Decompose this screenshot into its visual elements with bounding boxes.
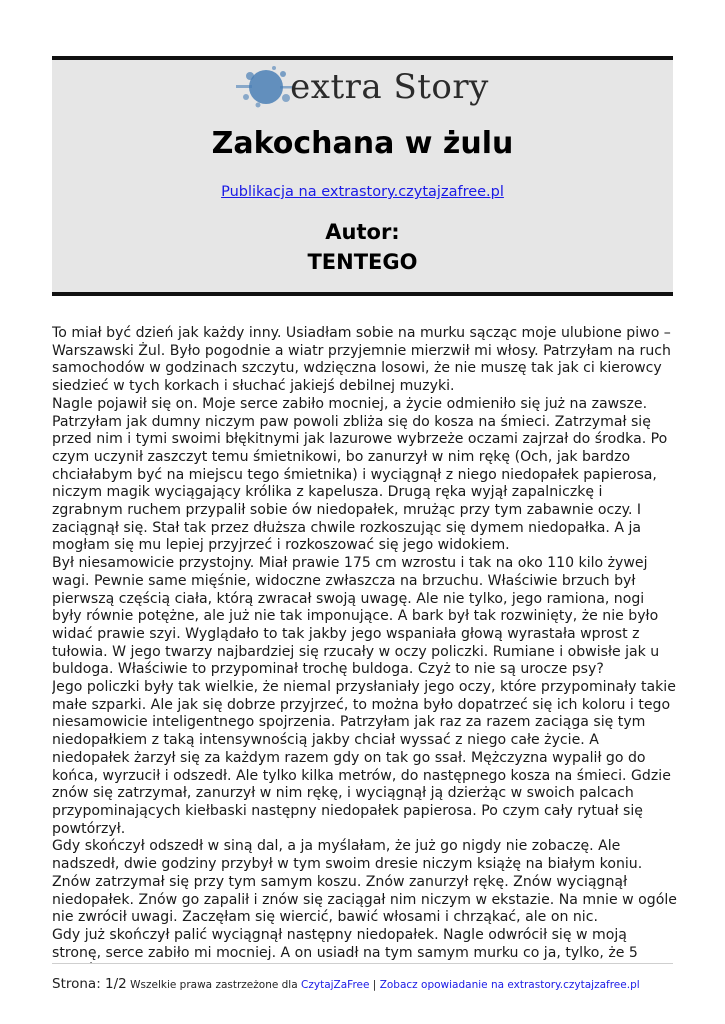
story-paragraph: Był niesamowicie przystojny. Miał prawie 175 cm wzrostu i tak na oko 110 kilo żywej wagi. Pewnie same mięśnie, widoczne zwłaszcza na brzuchu. Właściwie brzuch był pierwszą częścią ciała, którą zwracał swoją uwagę. Ale nie tylko, jego ramiona, nogi były równie potężne, ale już nie tak imponujące. A bark był tak rozwinięty, że nie było widać prawie szyi. Wyglądało to tak jakby jego wspaniała głową wyrastała wprost z tułowia. W jego twarzy najbardziej się rzucały w oczy policzki. Rumiane i obwisłe jak u buldoga. Właściwie to przypominał trochę buldoga. Czyż to nie są urocze psy?	[52, 555, 660, 678]
story-paragraph: To miał być dzień jak każdy inny. Usiadłam sobie na murku sącząc moje ulubione piwo – Warszawski Żul. Było pogodnie a wiatr przyjemnie mierzwił mi włosy. Patrzyłam na ruch samochodów w godzinach szczytu, wdzięczna losowi, że nie muszę tak jak ci kierowcy siedzieć w tych korkach i słuchać jakiejś debilnej muzyki.	[52, 325, 671, 395]
logo	[52, 64, 673, 110]
page-number: Strona: 1/2	[52, 976, 127, 992]
story-paragraph: Jego policzki były tak wielkie, że niemal przysłaniały jego oczy, które przypominały takie małe szparki. Ale jak się dobrze przyjrzeć, to można było dopatrzeć się ich koloru i tego niesamowicie inteligentnego spojrzenia. Patrzyłam jak raz za razem zaciąga się tym niedopałkiem z taką intensywnością jakby chciał wyssać z niego całe życie. A niedopałek żarzył się za każdym razem gdy on tak go ssał. Mężczyzna wypalił go do końca, wyrzucił i odszedł. Ale tylko kilka metrów, do następnego kosza na śmieci. Gdzie znów się zatrzymał, zanurzył w nim rękę, i wyciągnął ją dzierżąc w swoich palcach przypominających kiełbaski następny niedopałek papierosa. Po czym cały rytuał się powtórzył.	[52, 679, 676, 837]
footer-separator: |	[372, 979, 377, 991]
author-label: Autor:	[325, 220, 400, 244]
story-body	[52, 325, 677, 963]
site-link[interactable]: CzytajZaFree	[301, 979, 370, 991]
rights-text: Wszelkie prawa zastrzeżone dla	[130, 979, 298, 991]
story-paragraph: Nagle pojawił się on. Moje serce zabiło mocniej, a życie odmieniło się już na zawsze. Patrzyłam jak dumny niczym paw powoli zbliża się do kosza na śmieci. Zatrzymał się przed nim i tymi swoimi błękitnymi jak lazurowe wybrzeże oczami zajrzał do środka. Po czym uczynił zaszczyt temu śmietnikowi, bo zanurzył w nim rękę (Och, jak bardzo chciałabym być na miejscu tego śmietnika) i wyciągnął z niego niedopałek papierosa, niczym magik wyciągający królika z kapelusza. Drugą ręka wyjął zapalniczkę i zgrabnym ruchem przypalił sobie ów niedopałek, mrużąc przy tym zabawnie oczy. I zaciągnął się. Stał tak przez dłuższa chwile rozkoszując się dymem niedopałka. A ja mogłam się mu lepiej przyjrzeć i rozkoszować się jego widokiem.	[52, 395, 668, 554]
see-story-link[interactable]: Zobacz opowiadanie na extrastory.czytajzafree.pl	[379, 979, 640, 991]
logo-splash-icon	[236, 64, 296, 110]
page-footer	[52, 976, 692, 992]
footer-divider	[52, 963, 673, 964]
publication-link[interactable]: Publikacja na extrastory.czytajzafree.pl	[221, 184, 504, 200]
story-paragraph: Gdy już skończył palić wyciągnął następny niedopałek. Nagle odwrócił się w moją stronę, serce zabiło mi mocniej. A on usiadł na tym samym murku co ja, tylko, że 5	[52, 926, 638, 961]
logo-text: extra Story	[290, 67, 489, 107]
author-name: TENTEGO	[307, 250, 418, 274]
document-title: Zakochana w żulu	[211, 126, 514, 161]
story-paragraph: Gdy skończył odszedł w siną dal, a ja myślałam, że już go nigdy nie zobaczę. Ale nadszedł, dwie godziny przybył w tym swoim dresie niczym książę na białym koniu. Znów zatrzymał się przy tym samym koszu. Znów zanurzył rękę. Znów wyciągnął niedopałek. Znów go zapalił i znów się zaciągał nim niczym w ekstazie. Na mnie w ogóle nie zwrócił uwagi. Zaczęłam się wiercić, bawić włosami i chrząkać, ale on nic.	[52, 838, 677, 926]
document-header	[52, 56, 673, 296]
